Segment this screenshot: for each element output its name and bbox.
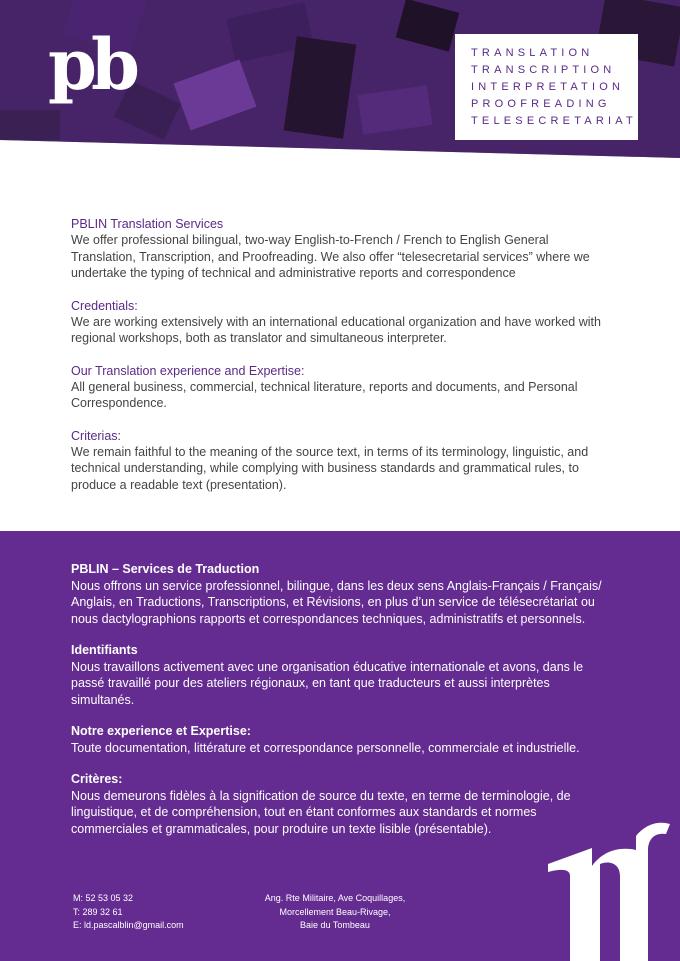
en-services-section bbox=[71, 216, 611, 282]
fr-identifiants-title: Identifiants bbox=[71, 643, 138, 657]
en-experience-section bbox=[71, 363, 611, 412]
address-line-1: Ang. Rte Militaire, Ave Coquillages, bbox=[264, 893, 406, 903]
fr-services-text: Nous offrons un service professionnel, bilingue, dans les deux sens Anglais-Français / Français/ Anglais, en Traductions, Transcriptions, et Révisions, en plus d’un service de télésecrétariat ou nous dactylographions rapports et correspondances techniques, administratifs et personnels. bbox=[71, 578, 602, 626]
services-list bbox=[455, 34, 638, 140]
contact-email[interactable]: E: ld.pascalblin@gmail.com bbox=[73, 920, 184, 930]
en-services-title: PBLIN Translation Services bbox=[71, 217, 224, 231]
french-panel bbox=[0, 531, 680, 961]
en-experience-title: Our Translation experience and Expertise: bbox=[71, 363, 305, 378]
en-criteria-text: We remain faithful to the meaning of the source text, in terms of its terminology, linguistic, and technical understanding, while complying with business standards and grammatical rules, to produce a readable text (presentation). bbox=[71, 444, 589, 492]
fr-services-section bbox=[71, 561, 616, 627]
french-section bbox=[71, 561, 616, 852]
address-block bbox=[240, 892, 430, 933]
service-proofreading: PROOFREADING bbox=[471, 98, 611, 110]
pb-watermark-logo bbox=[540, 806, 680, 961]
contact-telephone: T: 289 32 61 bbox=[73, 906, 123, 917]
fr-experience-section bbox=[71, 723, 616, 756]
en-criteria-title: Criterias: bbox=[71, 428, 122, 443]
fr-experience-text: Toute documentation, littérature et correspondance personnelle, commerciale et industrielle. bbox=[71, 740, 580, 755]
fr-criteres-section bbox=[71, 771, 616, 837]
fr-identifiants-section bbox=[71, 642, 616, 708]
service-transcription: TRANSCRIPTION bbox=[471, 64, 616, 76]
english-section bbox=[71, 216, 611, 509]
en-credentials-title: Credentials: bbox=[71, 298, 138, 313]
fr-services-title: PBLIN – Services de Traduction bbox=[71, 562, 260, 576]
en-experience-text: All general business, commercial, technical literature, reports and documents, and Personal Correspondence. bbox=[71, 379, 578, 410]
pb-logo: pb bbox=[48, 23, 134, 106]
fr-experience-title: Notre experience et Expertise: bbox=[71, 724, 251, 738]
en-services-text: We offer professional bilingual, two-way English-to-French / French to English General Translation, Transcription, and Proofreading. We also offer “telesecretarial services” where we undertake the typing of technical and administrative reports and correspondence bbox=[71, 233, 590, 280]
fr-identifiants-text: Nous travaillons activement avec une organisation éducative internationale et avons, dans le passé travaillé pour des ateliers régionaux, en tant que traducteurs et aussi interprètes simultanés. bbox=[71, 659, 584, 707]
en-criteria-section bbox=[71, 428, 611, 494]
header-banner bbox=[0, 0, 680, 185]
fr-criteres-text: Nous demeurons fidèles à la signification de source du texte, en terme de terminologie, de linguistique, et de compréhension, tout en étant conformes aux standards et normes commerciales et grammaticales, pour produire un texte lisible (présentable). bbox=[71, 788, 571, 836]
contact-info bbox=[73, 892, 184, 933]
fr-criteres-title: Critères: bbox=[71, 772, 123, 786]
address-line-2: Morcellement Beau-Rivage, bbox=[279, 906, 391, 917]
contact-mobile: M: 52 53 05 32 bbox=[73, 893, 134, 903]
service-translation: TRANSLATION bbox=[471, 47, 594, 59]
en-credentials-section bbox=[71, 298, 611, 347]
address-line-3: Baie du Tombeau bbox=[300, 920, 370, 930]
service-interpretation: INTERPRETATION bbox=[471, 81, 625, 93]
service-telesecretariat: TELESECRETARIAT bbox=[471, 115, 637, 127]
en-credentials-text: We are working extensively with an international educational organization and have worked with regional workshops, both as translator and simultaneous interpreter. bbox=[71, 314, 601, 345]
